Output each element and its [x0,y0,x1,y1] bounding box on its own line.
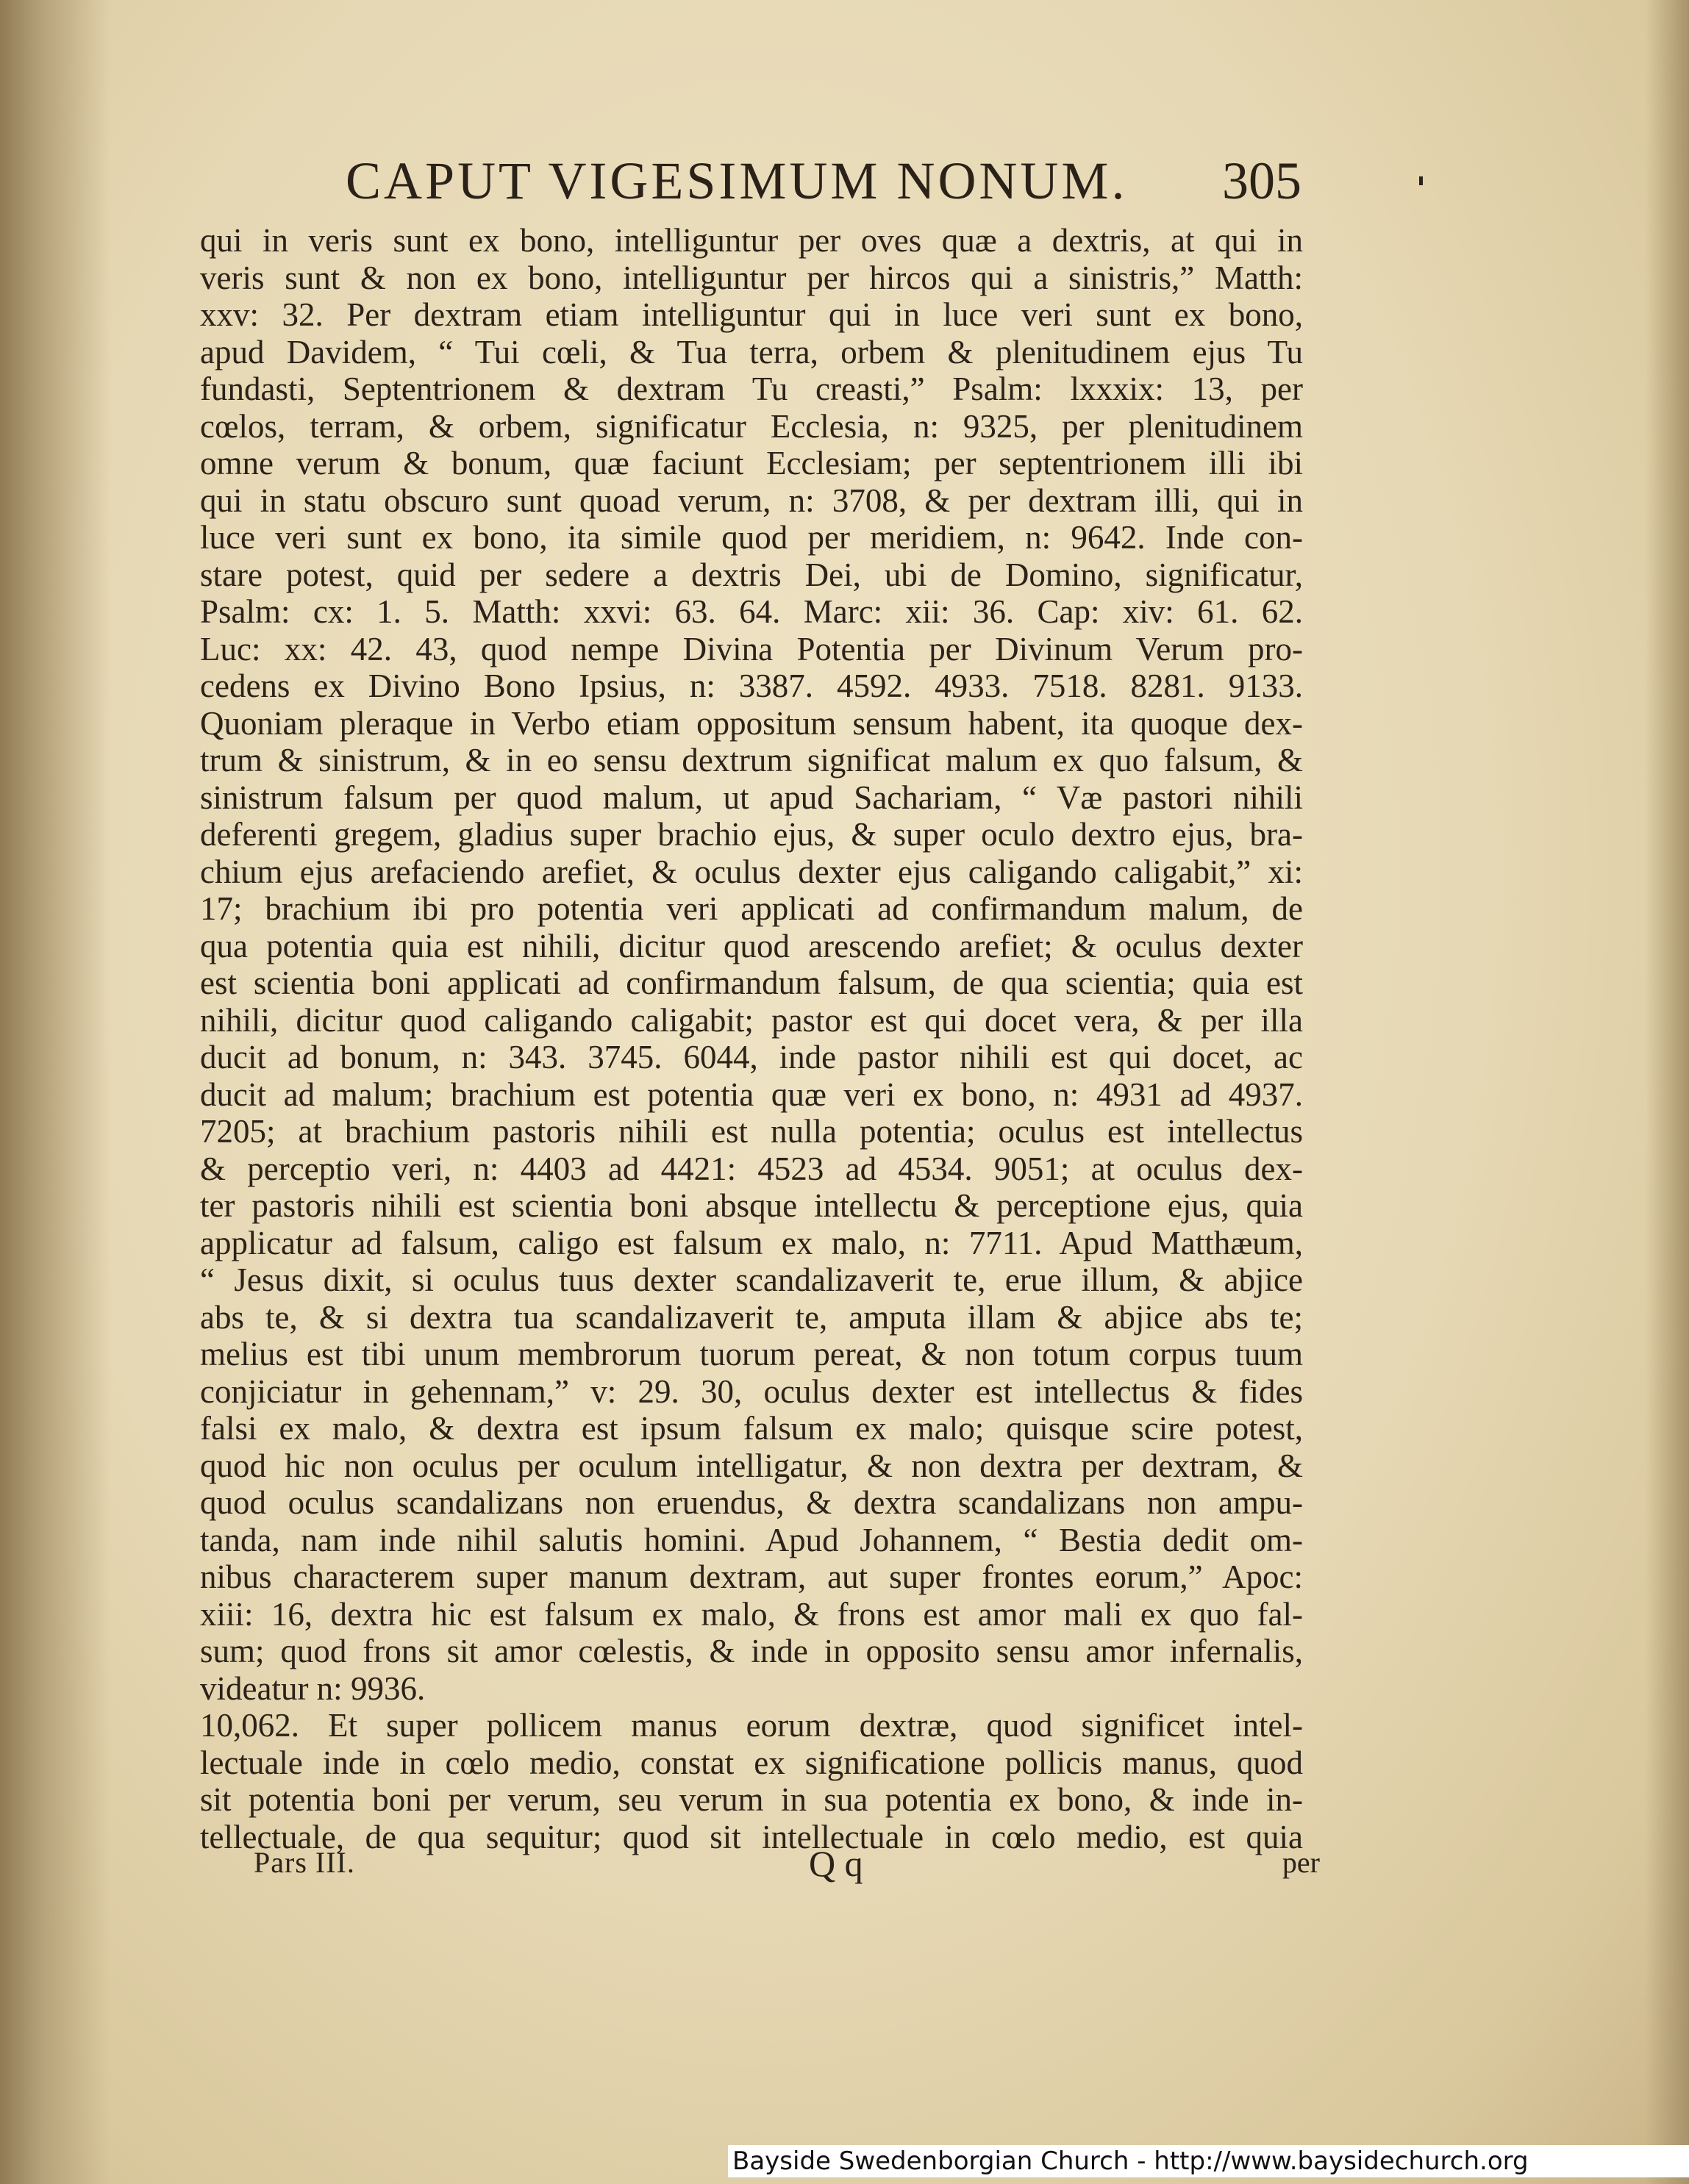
text-line: ter pastoris nihili est scientia boni absque intellectu & perceptione ejus, quia [200,1187,1303,1224]
text-line: sit potentia boni per verum, seu verum in sua potentia ex bono, & inde in- [200,1781,1303,1818]
text-line: cœlos, terram, & orbem, significatur Ecclesia, n: 9325, per plenitudinem [200,407,1303,445]
body-text [200,222,1303,1855]
text-line: 10,062. Et super pollicem manus eorum dextræ, quod significet intel- [200,1707,1303,1744]
text-line: falsi ex malo, & dextra est ipsum falsum ex malo; quisque scire potest, [200,1410,1303,1447]
text-line: abs te, & si dextra tua scandalizaverit te, amputa illam & abjice abs te; [200,1298,1303,1336]
text-line: ducit ad bonum, n: 343. 3745. 6044, inde pastor nihili est qui docet, ac [200,1039,1303,1075]
text-line: applicatur ad falsum, caligo est falsum ex malo, n: 7711. Apud Matthæum, [200,1224,1303,1261]
text-line: deferenti gregem, gladius super brachio ejus, & super oculo dextro ejus, bra- [200,816,1303,853]
text-line: est scientia boni applicati ad confirmandum falsum, de qua scientia; quia est [200,964,1303,1001]
text-line: conjiciatur in gehennam,” v: 29. 30, oculus dexter est intellectus & fides [200,1372,1303,1410]
text-line: ducit ad malum; brachium est potentia quæ veri ex bono, n: 4931 ad 4937. [200,1075,1303,1113]
text-line: luce veri sunt ex bono, ita simile quod per meridiem, n: 9642. Inde con- [200,519,1303,556]
text-line: quod oculus scandalizans non eruendus, & dextra scandalizans non ampu- [200,1484,1303,1521]
part-label: Pars III. [254,1846,355,1879]
page-footer [254,1845,1320,1889]
text-line: quod hic non oculus per oculum intelligatur, & non dextra per dextram, & [200,1447,1303,1484]
text-line: “ Jesus dixit, si oculus tuus dexter scandalizaverit te, erue illum, & abjice [200,1261,1303,1298]
text-line: 17; brachium ibi pro potentia veri applicati ad confirmandum malum, de [200,890,1303,927]
text-line: veris sunt & non ex bono, intelliguntur per hircos qui a sinistris,” Matth: [200,259,1303,296]
text-line: xxv: 32. Per dextram etiam intelliguntur qui in luce veri sunt ex bono, [200,296,1303,333]
source-watermark: Bayside Swedenborgian Church - http://www.baysidechurch.org [728,2145,1689,2177]
margin-mark [1419,176,1423,185]
text-line: nibus characterem super manum dextram, aut super frontes eorum,” Apoc: [200,1558,1303,1595]
text-line: omne verum & bonum, quæ faciunt Ecclesiam; per septentrionem illi ibi [200,445,1303,481]
running-head: CAPUT VIGESIMUM NONUM. [346,151,1128,210]
text-line: xiii: 16, dextra hic est falsum ex malo, & frons est amor mali ex quo fal- [200,1595,1303,1633]
binding-gutter [0,0,110,2184]
text-line: trum & sinistrum, & in eo sensu dextrum significat malum ex quo falsum, & [200,742,1303,778]
page-edge-shadow [1645,0,1689,2184]
text-line: Psalm: cx: 1. 5. Matth: xxvi: 63. 64. Marc: xii: 36. Cap: xiv: 61. 62. [200,593,1303,630]
text-line: fundasti, Septentrionem & dextram Tu creasti,” Psalm: lxxxix: 13, per [200,370,1303,407]
text-line: stare potest, quid per sedere a dextris Dei, ubi de Domino, significatur, [200,556,1303,593]
text-line: cedens ex Divino Bono Ipsius, n: 3387. 4592. 4933. 7518. 8281. 9133. [200,667,1303,704]
catchword: per [1282,1846,1320,1879]
text-line: sinistrum falsum per quod malum, ut apud Sachariam, “ Væ pastori nihili [200,778,1303,816]
text-line: tanda, nam inde nihil salutis homini. Apud Johannem, “ Bestia dedit om- [200,1521,1303,1558]
text-line: tellectuale, de qua sequitur; quod sit intellectuale in cœlo medio, est quia [200,1818,1303,1855]
text-line: apud Davidem, “ Tui cœli, & Tua terra, orbem & plenitudinem ejus Tu [200,333,1303,370]
text-line: lectuale inde in cœlo medio, constat ex significatione pollicis manus, quod [200,1744,1303,1781]
text-line: Quoniam pleraque in Verbo etiam oppositum sensum habent, ita quoque dex- [200,704,1303,742]
text-line: qui in statu obscuro sunt quoad verum, n: 3708, & per dextram illi, qui in [200,481,1303,519]
text-line: Luc: xx: 42. 43, quod nempe Divina Potentia per Divinum Verum pro- [200,630,1303,667]
text-line: sum; quod frons sit amor cœlestis, & inde in opposito sensu amor infernalis, [200,1633,1303,1669]
text-line: nihili, dicitur quod caligando caligabit; pastor est qui docet vera, & per illa [200,1001,1303,1039]
text-line: melius est tibi unum membrorum tuorum pereat, & non totum corpus tuum [200,1336,1303,1372]
text-line: chium ejus arefaciendo arefiet, & oculus dexter ejus caligando caligabit,” xi: [200,853,1303,890]
page-header [346,151,1301,217]
text-line: & perceptio veri, n: 4403 ad 4421: 4523 ad 4534. 9051; at oculus dex- [200,1150,1303,1187]
text-line: videatur n: 9936. [200,1669,426,1707]
text-line: 7205; at brachium pastoris nihili est nulla potentia; oculus est intellectus [200,1113,1303,1150]
signature-mark: Q q [809,1843,863,1884]
text-line: qui in veris sunt ex bono, intelliguntur per oves quæ a dextris, at qui in [200,222,1303,259]
text-line: qua potentia quia est nihili, dicitur quod arescendo arefiet; & oculus dexter [200,927,1303,964]
page-number: 305 [1222,151,1301,210]
